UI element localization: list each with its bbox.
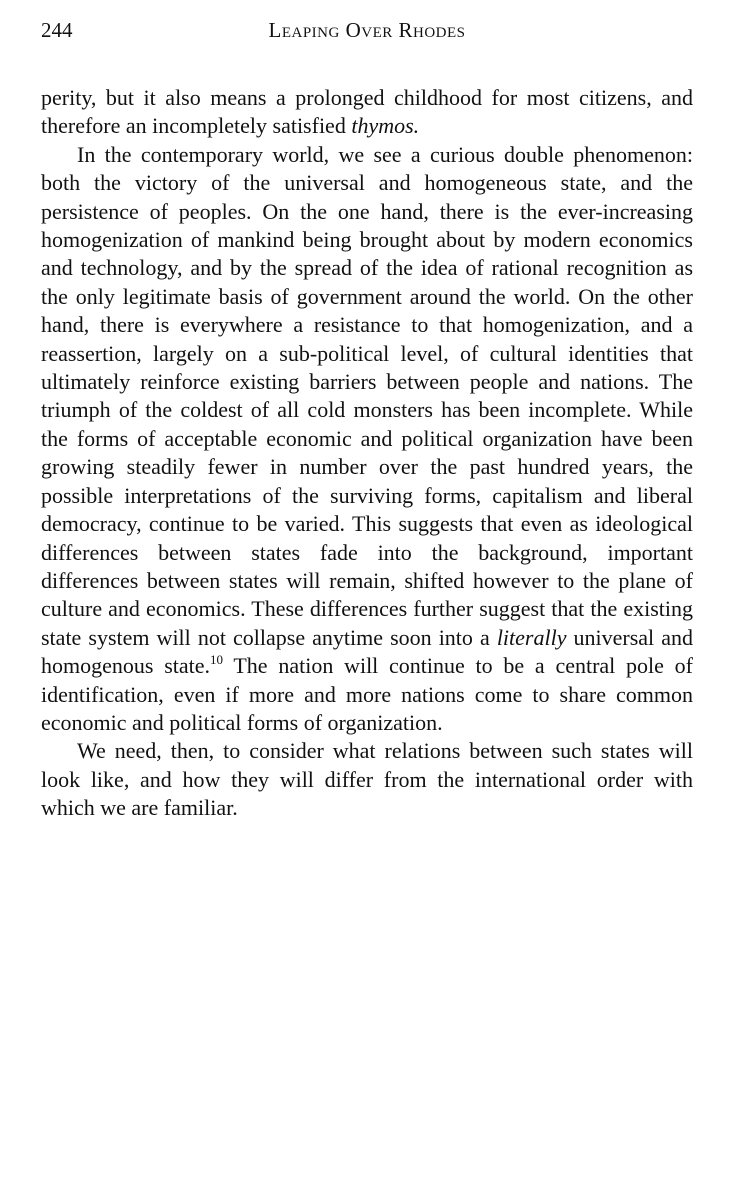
paragraph-double-phenomenon [41,141,693,738]
paragraph-text: In the contemporary world, we see a curious double phenomenon: both the victory of the universal and homogeneous state, and the persistence of peoples. On the one hand, there is the ever-increasing homogenization of mankind being brought about by modern economics and technology, and by the spread of the idea of rational recognition as the only legitimate basis of government around the world. On the other hand, there is everywhere a resistance to that homogenization, and a reassertion, largely on a sub-political level, of cultural identities that ultimately reinforce existing barriers between people and nations. The triumph of the coldest of all cold monsters has been incomplete. While the forms of acceptable economic and political organization have been growing steadily fewer in number over the past hundred years, the possible interpretations of the surviving forms, capitalism and liberal democracy, continue to be varied. This suggests that even as ideological differences between states fade into the background, important differences between states will remain, shifted however to the plane of culture and economics. These differences further suggest that the existing state system will not collapse anytime soon into a [41,141,693,650]
paragraph-international-order [41,737,693,822]
body-text [41,84,693,823]
footnote-marker[interactable]: 10 [210,652,224,668]
paragraph-continued [41,84,693,141]
paragraph-text: We need, then, to consider what relations between such states will look like, and how they will differ from the international order with which we are familiar. [41,738,693,821]
running-head [41,16,693,46]
italic-term: thymos. [351,113,420,139]
page-number: 244 [41,18,73,42]
paragraph-text: universal and homogenous state. [41,624,693,679]
paragraph-text: perity, but it also means a prolonged childhood for most citizens, and therefore an incompletely satisfied [41,85,693,139]
paragraph-text: The nation will continue to be a central pole of identification, even if more and more nations come to share common economic and political forms of organization. [41,653,693,735]
italic-term: literally [496,624,567,650]
running-title: Leaping Over Rhodes [268,18,466,42]
